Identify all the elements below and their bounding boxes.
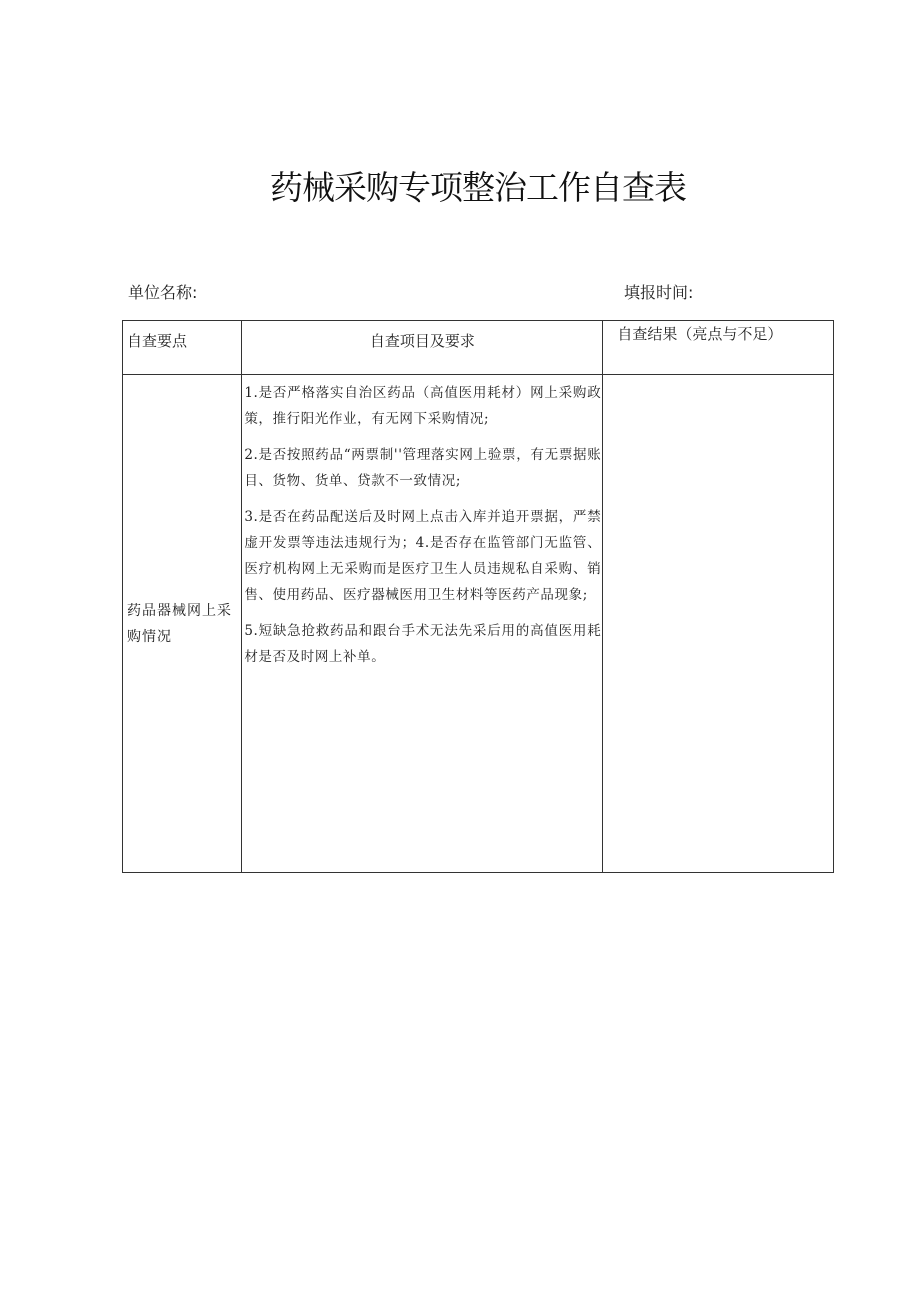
requirement-item-1: 1.是否严格落实自治区药品（高值医用耗材）网上采购政策，推行阳光作业，有无网下采购情况; [244, 385, 602, 427]
header-check-result: 自查结果（亮点与不足） [603, 321, 834, 375]
table-row [123, 375, 834, 873]
requirement-item-3-4: 3.是否在药品配送后及时网上点击入库并追开票据，严禁虚开发票等违法违规行为；4.是否存在监管部门无监管、医疗机构网上无采购而是医疗卫生人员违规私自采购、销售、使用药品、医疗器械医用卫生材料等医药产品现象; [244, 509, 602, 603]
requirement-item-5: 5.短缺急抢救药品和跟台手术无法先采后用的高值医用耗材是否及时网上补单。 [244, 623, 602, 665]
document-title: 药械采购专项整治工作自查表 [270, 168, 686, 207]
requirement-item-2: 2.是否按照药品“两票制''管理落实网上验票，有无票据账目、货物、货单、贷款不一致情况; [244, 447, 602, 489]
header-check-items: 自查项目及要求 [242, 321, 603, 375]
self-check-table [122, 320, 834, 873]
header-check-point: 自查要点 [123, 321, 242, 375]
check-point-cell: 药品器械网上采购情况 [123, 375, 242, 873]
requirements-cell [242, 375, 603, 873]
table-header-row [123, 321, 834, 375]
result-cell[interactable] [603, 375, 834, 873]
fill-date-label: 填报时间: [624, 283, 694, 302]
unit-name-label: 单位名称: [128, 283, 198, 302]
